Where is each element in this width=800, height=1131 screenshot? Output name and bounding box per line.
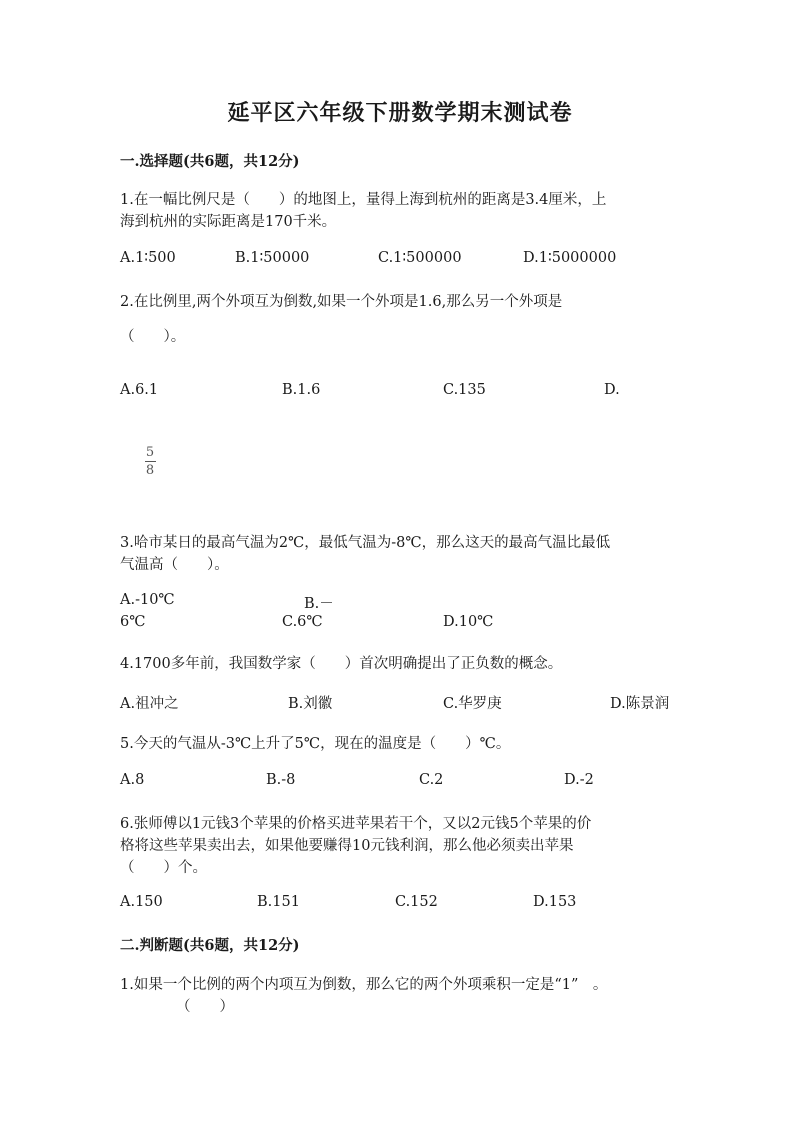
page-title: 延平区六年级下册数学期末测试卷: [227, 100, 573, 126]
q4-option-c: C.华罗庚: [443, 696, 502, 712]
q6-option-d: D.153: [533, 894, 577, 910]
q6-option-a: A.150: [120, 894, 163, 910]
q2-option-b: B.1.6: [282, 382, 321, 398]
q1-text-line2: 海到杭州的实际距离是170千米。: [120, 214, 337, 230]
q3-option-d: D.10℃: [443, 614, 494, 630]
q1-option-a: A.1∶500: [120, 250, 176, 266]
q2-text-line2: （ ）。: [120, 329, 186, 345]
q2-text-line1: 2.在比例里,两个外项互为倒数,如果一个外项是1.6,那么另一个外项是: [120, 294, 563, 310]
q4-option-a: A.祖冲之: [120, 696, 179, 712]
q4-option-b: B.刘徽: [288, 696, 333, 712]
j1-text-line1: 1.如果一个比例的两个内项互为倒数，那么它的两个外项乘积一定是“1” 。: [120, 977, 608, 993]
q6-option-c: C.152: [395, 894, 438, 910]
q3-text-line1: 3.哈市某日的最高气温为2℃，最低气温为-8℃，那么这天的最高气温比最低: [120, 535, 611, 551]
fraction-numerator: 5: [145, 445, 155, 460]
q6-text-line1: 6.张师傅以1元钱3个苹果的价格买进苹果若干个，又以2元钱5个苹果的价: [120, 816, 592, 832]
q5-option-a: A.8: [120, 772, 145, 788]
section-heading-choice: 一.选择题(共6题，共12分): [120, 153, 300, 170]
q2-option-d: D.: [604, 382, 620, 398]
q4-text-line1: 4.1700多年前，我国数学家（ ）首次明确提出了正负数的概念。: [120, 656, 563, 672]
q4-option-d: D.陈景润: [610, 696, 670, 712]
q6-text-line2: 格将这些苹果卖出去，如果他要赚得10元钱利润，那么他必须卖出苹果: [120, 838, 574, 854]
q3-option-c: C.6℃: [282, 614, 323, 630]
q3-text-line2: 气温高（ ）。: [120, 557, 229, 573]
q1-option-c: C.1∶500000: [378, 250, 462, 266]
fraction-denominator: 8: [145, 463, 155, 478]
q3-option-b-continued: 6℃: [120, 614, 146, 630]
fraction-bar: [145, 461, 156, 462]
q3-option-a: A.-10℃: [120, 592, 175, 608]
q5-option-c: C.2: [419, 772, 444, 788]
q1-option-b: B.1∶50000: [235, 250, 310, 266]
q5-option-b: B.-8: [266, 772, 296, 788]
q6-text-line3: （ ）个。: [120, 860, 207, 876]
q5-option-d: D.-2: [564, 772, 594, 788]
q1-option-d: D.1∶5000000: [523, 250, 617, 266]
q5-text-line1: 5.今天的气温从-3℃上升了5℃，现在的温度是（ ）℃。: [120, 736, 511, 752]
q2-option-a: A.6.1: [120, 382, 159, 398]
q2-option-c: C.135: [443, 382, 486, 398]
q2-option-d-fraction: [143, 446, 157, 477]
q6-option-b: B.151: [257, 894, 300, 910]
q1-text-line1: 1.在一幅比例尺是（ ）的地图上，量得上海到杭州的距离是3.4厘米，上: [120, 192, 607, 208]
j1-answer-blank: （ ）: [176, 999, 234, 1015]
section-heading-judgement: 二.判断题(共6题，共12分): [120, 937, 300, 954]
q3-option-b: B.－: [304, 596, 334, 612]
